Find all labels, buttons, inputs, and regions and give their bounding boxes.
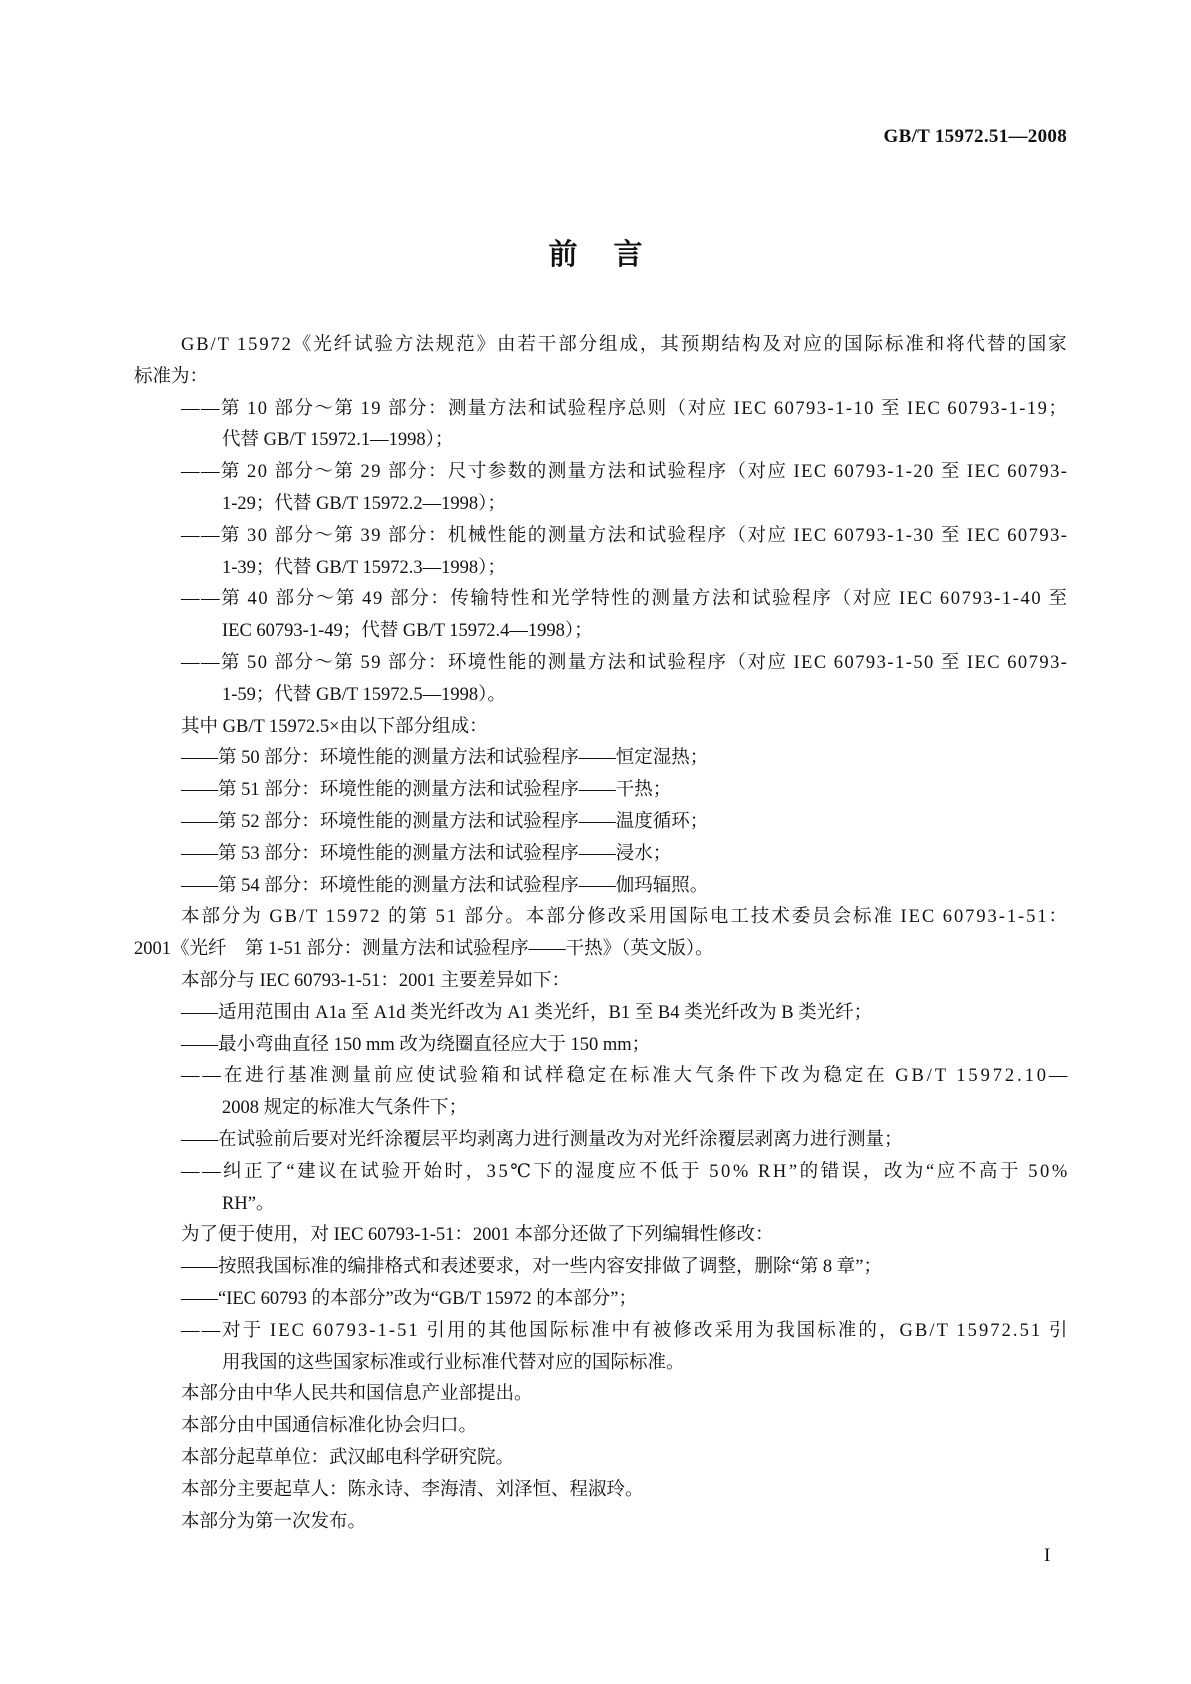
list-item-line: ——纠正了“建议在试验开始时，35℃下的湿度应不低于 50% RH”的错误，改为“应不高于 50% (181, 1161, 1070, 1182)
paragraph-line: 2001《光纤 第 1-51 部分：测量方法和试验程序——干热》（英文版）。 (134, 939, 714, 960)
list-item-line: ——第 50 部分～第 59 部分：环境性能的测量方法和试验程序（对应 IEC 60793-1-50 至 IEC 60793- (181, 653, 1069, 673)
paragraph-line: 为了便于使用，对 IEC 60793-1-51：2001 本部分还做了下列编辑性修改： (181, 1225, 774, 1246)
standard-code-header: GB/T 15972.51—2008 (883, 126, 1067, 147)
list-item-line: ——“IEC 60793 的本部分”改为“GB/T 15972 的本部分”； (181, 1289, 637, 1309)
list-item-line: 用我国的这些国家标准或行业标准代替对应的国际标准。 (222, 1352, 685, 1373)
paragraph-line: 本部分为第一次发布。 (181, 1511, 367, 1532)
paragraph-line: 标准为： (134, 366, 209, 387)
list-item-line: ——第 54 部分：环境性能的测量方法和试验程序——伽玛辐照。 (181, 875, 709, 896)
list-item-line: ——第 40 部分～第 49 部分：传输特性和光学特性的测量方法和试验程序（对应 IEC 60793-1-40 至 (181, 589, 1069, 610)
list-item-line: ——按照我国标准的编排格式和表述要求，对一些内容安排做了调整，删除“第 8 章”； (181, 1257, 882, 1278)
paragraph-line: 本部分主要起草人：陈永诗、李海清、刘泽恒、程淑玲。 (181, 1479, 644, 1500)
paragraph-line: 本部分起草单位：武汉邮电科学研究院。 (181, 1448, 515, 1468)
list-item-line: ——对于 IEC 60793-1-51 引用的其他国际标准中有被修改采用为我国标准的，GB/T 15972.51 引 (181, 1320, 1070, 1341)
paragraph-line: 本部分与 IEC 60793-1-51：2001 主要差异如下： (181, 971, 570, 991)
list-item-line: 1-29；代替 GB/T 15972.2—1998）； (222, 494, 506, 514)
list-item-line: ——第 51 部分：环境性能的测量方法和试验程序——干热； (181, 780, 672, 801)
list-item-line: 1-59；代替 GB/T 15972.5—1998）。 (222, 684, 506, 705)
list-item-line: ——第 52 部分：环境性能的测量方法和试验程序——温度循环； (181, 812, 709, 832)
list-item-line: 代替 GB/T 15972.1—1998）； (222, 430, 454, 451)
list-item-line: 1-39；代替 GB/T 15972.3—1998）； (222, 557, 506, 578)
list-item-line: RH”。 (222, 1193, 275, 1214)
list-item-line: ——第 10 部分～第 19 部分：测量方法和试验程序总则（对应 IEC 60793-1-10 至 IEC 60793-1-19； (181, 398, 1069, 419)
list-item-line: ——第 20 部分～第 29 部分：尺寸参数的测量方法和试验程序（对应 IEC 60793-1-20 至 IEC 60793- (181, 462, 1069, 483)
page-title: 前言 (548, 237, 679, 271)
list-item-line: ——第 50 部分：环境性能的测量方法和试验程序——恒定湿热； (181, 748, 709, 769)
list-item-line: ——适用范围由 A1a 至 A1d 类光纤改为 A1 类光纤，B1 至 B4 类光纤改为 B 类光纤； (181, 1002, 873, 1023)
paragraph-line: 本部分由中华人民共和国信息产业部提出。 (181, 1384, 533, 1405)
paragraph-line: 本部分为 GB/T 15972 的第 51 部分。本部分修改采用国际电工技术委员会标准 IEC 60793-1-51： (181, 907, 1070, 928)
list-item-line: ——第 30 部分～第 39 部分：机械性能的测量方法和试验程序（对应 IEC 60793-1-30 至 IEC 60793- (181, 525, 1069, 546)
page-number: I (1044, 1545, 1051, 1566)
list-item-line: ——在进行基准测量前应使试验箱和试样稳定在标准大气条件下改为稳定在 GB/T 15972.10— (181, 1066, 1071, 1087)
list-item-line: ——最小弯曲直径 150 mm 改为绕圈直径应大于 150 mm； (181, 1034, 651, 1055)
paragraph-line: 其中 GB/T 15972.5×由以下部分组成： (181, 716, 488, 737)
paragraph-line: 本部分由中国通信标准化协会归口。 (181, 1416, 478, 1437)
list-item-line: ——在试验前后要对光纤涂覆层平均剥离力进行测量改为对光纤涂覆层剥离力进行测量； (181, 1130, 903, 1150)
list-item-line: ——第 53 部分：环境性能的测量方法和试验程序——浸水； (181, 843, 672, 864)
list-item-line: IEC 60793-1-49；代替 GB/T 15972.4—1998）； (222, 621, 593, 642)
list-item-line: 2008 规定的标准大气条件下； (222, 1098, 468, 1119)
paragraph-line: GB/T 15972《光纤试验方法规范》由若干部分组成，其预期结构及对应的国际标准和将代替的国家 (181, 335, 1069, 355)
